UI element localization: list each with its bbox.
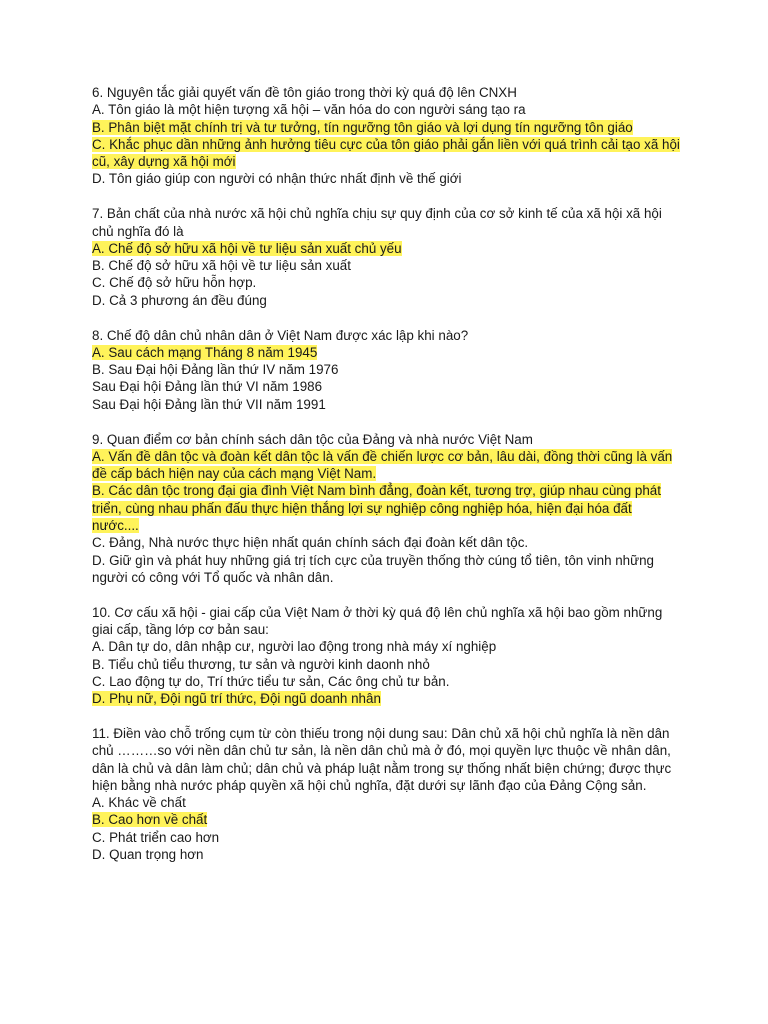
answer-option-b: [92, 119, 682, 136]
question-text: 9. Quan điểm cơ bản chính sách dân tộc của Đảng và nhà nước Việt Nam: [92, 431, 533, 447]
answer-option-d: D. Cả 3 phương án đều đúng: [92, 292, 267, 308]
question-7: [92, 205, 682, 309]
answer-option-d: Sau Đại hội Đảng lần thứ VII năm 1991: [92, 396, 326, 412]
question-text: 6. Nguyên tắc giải quyết vấn đề tôn giáo trong thời kỳ quá độ lên CNXH: [92, 85, 517, 100]
answer-option-c: C. Chế độ sở hữu hỗn hợp.: [92, 275, 257, 291]
answer-option-d: [92, 690, 682, 707]
answer-option-b: B. Chế độ sở hữu xã hội về tư liệu sản xuất: [92, 258, 351, 274]
answer-option-a: A. Dân tự do, dân nhập cư, người lao động trong nhà máy xí nghiệp: [92, 639, 497, 655]
highlighted-answer: B. Cao hơn về chất: [92, 812, 208, 828]
question-6: [92, 84, 682, 188]
question-10: [92, 604, 682, 708]
answer-option-d: D. Giữ gìn và phát huy những giá trị tích cực của truyền thống thờ cúng tổ tiên, tôn vinh những người có công với Tổ quốc và nhân dân.: [92, 552, 654, 585]
answer-option-a: [92, 344, 682, 361]
answer-option-a: [92, 448, 682, 483]
answer-option-a: A. Khác về chất: [92, 795, 186, 811]
answer-option-a: [92, 240, 682, 257]
highlighted-answer: B. Phân biệt mặt chính trị và tư tưởng, tín ngưỡng tôn giáo và lợi dụng tín ngưỡng tôn giáo: [92, 119, 633, 135]
question-text: 8. Chế độ dân chủ nhân dân ở Việt Nam được xác lập khi nào?: [92, 327, 469, 343]
document-page: [92, 84, 682, 881]
answer-option-c: [92, 136, 682, 171]
answer-option-b: B. Sau Đại hội Đảng lần thứ IV năm 1976: [92, 362, 339, 378]
highlighted-answer: D. Phụ nữ, Đội ngũ trí thức, Đội ngũ doanh nhân: [92, 691, 381, 707]
highlighted-answer: A. Sau cách mạng Tháng 8 năm 1945: [92, 344, 318, 360]
highlighted-answer: A. Chế độ sở hữu xã hội về tư liệu sản xuất chủ yếu: [92, 240, 402, 256]
answer-option-c: C. Đảng, Nhà nước thực hiện nhất quán chính sách đại đoàn kết dân tộc.: [92, 535, 529, 551]
answer-option-c: C. Lao động tự do, Trí thức tiểu tư sản, Các ông chủ tư bản.: [92, 673, 450, 689]
question-8: [92, 327, 682, 413]
question-9: [92, 431, 682, 587]
question-11: [92, 725, 682, 863]
highlighted-answer: B. Các dân tộc trong đại gia đình Việt Nam bình đẳng, đoàn kết, tương trợ, giúp nhau cùng phát triển, cùng nhau phấn đấu thực hiện thắng lợi sự nghiệp công nghiệp hóa, hiện đại hóa đất nước....: [92, 483, 661, 534]
question-text: 10. Cơ cấu xã hội - giai cấp của Việt Nam ở thời kỳ quá độ lên chủ nghĩa xã hội bao gồm những giai cấp, tầng lớp cơ bản sau:: [92, 604, 663, 638]
answer-option-d: D. Tôn giáo giúp con người có nhận thức nhất định về thế giới: [92, 171, 462, 187]
answer-option-d: D. Quan trọng hơn: [92, 847, 204, 863]
answer-option-b: [92, 482, 682, 534]
answer-option-b: [92, 811, 682, 828]
answer-option-c: C. Phát triển cao hơn: [92, 829, 220, 845]
highlighted-answer: A. Vấn đề dân tộc và đoàn kết dân tộc là vấn đề chiến lược cơ bản, lâu dài, đồng thời cũng là vấn đề cấp bách hiện nay của cách mạng Việt Nam.: [92, 448, 673, 482]
answer-option-a: A. Tôn giáo là một hiện tượng xã hội – văn hóa do con người sáng tạo ra: [92, 102, 526, 118]
question-text: 7. Bản chất của nhà nước xã hội chủ nghĩa chịu sự quy định của cơ sở kinh tế của xã hội xã hội chủ nghĩa đó là: [92, 206, 662, 239]
answer-option-b: B. Tiểu chủ tiểu thương, tư sản và người kinh daonh nhỏ: [92, 656, 430, 672]
highlighted-answer: C. Khắc phục dần những ảnh hưởng tiêu cực của tôn giáo phải gắn liền với quá trình cải tạo xã hội cũ, xây dựng xã hội mới: [92, 136, 680, 170]
answer-option-c: Sau Đại hội Đảng lần thứ VI năm 1986: [92, 379, 323, 395]
question-text: 11. Điền vào chỗ trống cụm từ còn thiếu trong nội dung sau: Dân chủ xã hội chủ nghĩa là nền dân chủ ………so với nền dân chủ tư sản, là nền dân chủ mà ở đó, mọi quyền lực thuộc về nhân dân, dân là chủ và dân làm chủ; dân chủ và pháp luật nằm trong sự thống nhất biện chứng; được thực hiện bằng nhà nước pháp quyền xã hội chủ nghĩa, đặt dưới sự lãnh đạo của Đảng Cộng sản.: [92, 726, 672, 793]
